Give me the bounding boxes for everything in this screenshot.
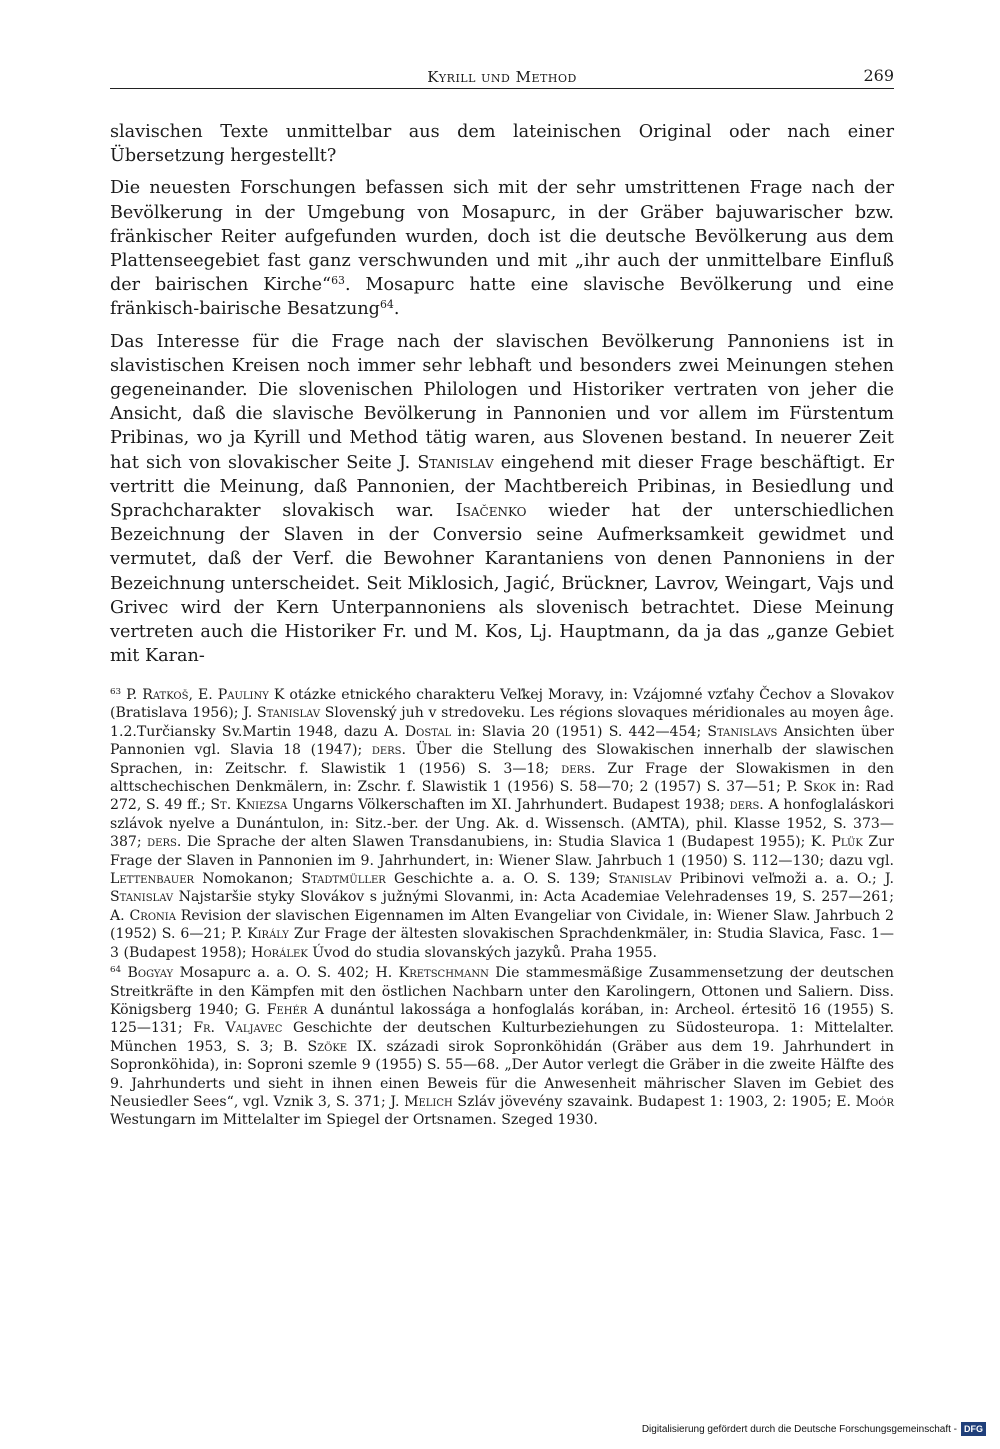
- footnote-text: Geschichte der deutschen Kulturbeziehungen zu Südosteuropa. 1: Mittelalter. München 1953, S. 3; B.: [110, 1020, 894, 1055]
- dfg-logo[interactable]: DFG: [961, 1422, 986, 1436]
- footnote-text: in: Slavia 20 (1951) S. 442—454;: [457, 723, 702, 740]
- author-name: Stanislav: [608, 871, 672, 888]
- author-name: Skok: [803, 779, 836, 796]
- footnote-text: Ungarns Völkerschaften im XI. Jahrhundert. Budapest 1938;: [292, 797, 725, 814]
- footnote-text: Slovenský juh v stredoveku. Les régions slovaques méridionales au moyen âge. 1.2.Turčiansky Sv.Martin 1948, dazu A.: [110, 705, 894, 740]
- footnote-text: Najstaršie styky Slovákov s južnými Slovanmi, in: Acta Academiae Velehradenses 19, S. 257—261; A.: [110, 889, 894, 924]
- author-name: Dostal: [404, 723, 452, 740]
- author-name: Bogyay: [127, 965, 174, 982]
- author-name: Cronia: [129, 907, 176, 924]
- author-name: Pauliny: [217, 687, 269, 703]
- footnote-ref-63[interactable]: 63: [331, 274, 345, 288]
- footnote-63: [110, 686, 894, 962]
- footnote-text: Revision der slavischen Eigennamen im Alten Evangeliar von Cividale, in: Wiener Slaw. Jahrbuch 2 (1952) S. 6—21; P.: [110, 907, 895, 943]
- paragraph-2-text-3: .: [393, 299, 400, 320]
- funding-note: Digitalisierung gefördert durch die Deutsche Forschungsgemeinschaft -: [641, 1423, 957, 1435]
- paragraph-2: [110, 176, 894, 321]
- author-name: Stanislav: [256, 705, 321, 722]
- author-name: Moór: [855, 1093, 895, 1110]
- footnote-text: Zur Frage der Slowakismen in den alttschechischen Denkmälern, in: Zschr. f. Slawistik 1 (1956) S. 58—70; 2 (1957) S. 37—51; P.: [110, 760, 894, 796]
- author-name: Isačenko: [455, 501, 527, 522]
- footnote-text: Die stammesmäßige Zusammensetzung der deutschen Streitkräfte in den Kämpfen mit den östlichen Nachbarn unter den Karolingern, Ottonen und Saliern. Diss. Königsberg 1940; G.: [110, 965, 895, 1018]
- author-name: Lettenbauer: [110, 871, 195, 888]
- author-name: Fehér: [266, 1001, 308, 1018]
- footnote-text: Pribinovi veľmoži a. a. O.; J.: [679, 871, 894, 888]
- author-name: Stadtmüller: [301, 871, 386, 888]
- author-name: Stanislav: [110, 889, 174, 906]
- footnote-text: Mosapurc a. a. O. S. 402; H.: [179, 965, 393, 982]
- footnote-number: 64: [110, 965, 122, 976]
- footnote-text: Die Sprache der alten Slawen Transdanubiens, in: Studia Slavica 1 (Budapest 1955); K.: [186, 834, 826, 851]
- footnote-text: in: Rad 272, S. 49 ff.;: [110, 779, 895, 814]
- paragraph-3-text-1: Das Interesse für die Frage nach der slavischen Bevölkerung Pannoniens ist in slavistischen Kreisen noch immer sehr lebhaft und besonders zwei Meinungen stehen gegeneinander. Die slovenischen Philologen und Historiker vertraten von jeher die Ansicht, daß die slavische Bevölkerung in Pannonien und vor allem im Fürstentum Pribinas, wo ja Kyrill und Method tätig waren, aus Slovenen bestand. In neuerer Zeit hat sich von slovakischer Seite J.: [110, 331, 894, 473]
- footnote-text: Úvod do studia slovanských jazyků. Praha 1955.: [312, 944, 658, 961]
- author-name: Melich: [404, 1093, 453, 1110]
- running-title: Kyrill und Method: [427, 68, 577, 86]
- author-name: Kretschmann: [398, 965, 489, 982]
- main-text: [110, 120, 894, 676]
- footnote-text: Szláv jövevény szavaink. Budapest 1: 1903, 2: 1905; E.: [457, 1093, 852, 1110]
- footnote-text: A dunántul lakossága a honfoglalás korában, in: Archeol. értesitö 16 (1955) S. 125—131;: [110, 1001, 894, 1037]
- author-name: ders.: [371, 742, 406, 759]
- footnote-text: Zur Frage der ältesten slovakischen Sprachdenkmäler, in: Studia Slavica, Fasc. 1—3 (Budapest 1958);: [110, 926, 895, 961]
- author-name: Fr. Valjavec: [193, 1020, 283, 1037]
- author-name: ders.: [147, 834, 182, 851]
- paragraph-1-text: slavischen Texte unmittelbar aus dem lateinischen Original oder nach einer Übersetzung hergestellt?: [110, 122, 894, 167]
- author-name: Ratkoš: [142, 687, 189, 703]
- paragraph-3: [110, 330, 894, 669]
- author-name: Plük: [831, 834, 863, 851]
- paragraph-3-text-3: wieder hat der unterschiedlichen Bezeichnung der Slaven in der Conversio seine Aufmerksamkeit gewidmet und vermutet, daß der Verf. die Bewohner Karantaniens von denen Pannoniens in der Bezeichnung unterscheidet. Seit Miklosich, Jagić, Brückner, Lavrov, Weingart, Vajs und Grivec wird der Kern Unterpannoniens als slovenisch betrachtet. Diese Meinung vertreten auch die Historiker Fr. und M. Kos, Lj. Hauptmann, da ja das „ganze Gebiet mit Karan-: [110, 501, 895, 667]
- footnote-text: , E.: [188, 687, 213, 703]
- footnote-ref-64[interactable]: 64: [379, 298, 394, 312]
- paragraph-2-text-1: Die neuesten Forschungen befassen sich mit der sehr umstrittenen Frage nach der Bevölkerung in der Umgebung von Mosapurc, in der Gräber bajuwarischer bzw. fränkischer Reiter aufgefunden wurden, doch ist die deutsche Bevölkerung aus dem Plattenseegebiet fast ganz verschwunden und mit „ihr auch der unmittelbare Einfluß der bairischen Kirche“: [110, 178, 894, 296]
- footnote-text: Über die Stellung des Slowakischen innerhalb der slawischen Sprachen, in: Zeitschr. f. Slawistik 1 (1956) S. 3—18;: [110, 742, 894, 777]
- paragraph-3-text-2: eingehend mit dieser Frage beschäftigt. Er vertritt die Meinung, daß Pannonien, der Machtbereich Pribinas, in Besiedlung und Sprachcharakter slovakisch war.: [110, 452, 894, 522]
- page-number: 269: [863, 66, 894, 85]
- footnote-64: [110, 964, 894, 1130]
- footnote-text: Zur Frage der Slaven in Pannonien im 9. Jahrhundert, in: Wiener Slaw. Jahrbuch 1 (1950) S. 112—130; dazu vgl.: [110, 834, 895, 869]
- paragraph-2-text-2: . Mosapurc hatte eine slavische Bevölkerung und eine fränkisch-bairische Besatzung: [110, 275, 895, 320]
- footnote-text: Ansichten über Pannonien vgl. Slavia 18 (1947);: [110, 723, 895, 759]
- digitization-footer: [642, 1421, 986, 1437]
- author-name: Szöke: [307, 1038, 348, 1055]
- footnote-text: A honfoglaláskori szlávok nyelve a Dunántulon, in: Sitz.-ber. der Ung. Ak. d. Wissensch. (AMTA), phil. Klasse 1952, S. 373—387;: [110, 797, 894, 851]
- author-name: ders.: [729, 797, 764, 814]
- running-header: [110, 66, 894, 89]
- footnotes: [110, 686, 894, 1132]
- author-name: Stanislavs: [707, 723, 778, 740]
- footnote-text: K otázke etnického charakteru Veľkej Moravy, in: Vzájomné vzťahy Čechov a Slovakov (Bratislava 1956); J.: [110, 687, 895, 722]
- author-name: Horálek: [251, 944, 308, 961]
- author-name: St. Kniezsa: [210, 797, 288, 814]
- paragraph-1: [110, 120, 894, 168]
- author-name: Király: [247, 926, 289, 943]
- footnote-text: IX. századi sirok Sopronköhidán (Gräber aus dem 19. Jahrhundert in Sopronköhida), in: Soproni szemle 9 (1955) S. 55—68. „Der Autor verlegt die Gräber in die zweite Hälfte des 9. Jahrhunderts und sieht in ihnen einen Beweis für die Anwesenheit mährischer Slaven im Gebiet des Neusiedler Sees“, vgl. Vznik 3, S. 371; J.: [110, 1038, 894, 1110]
- footnote-text: Nomokanon;: [202, 871, 294, 888]
- author-name: Stanislav: [417, 452, 494, 473]
- footnote-text: Geschichte a. a. O. S. 139;: [393, 871, 601, 888]
- footnote-number: 63: [110, 687, 122, 698]
- footnote-text: Westungarn im Mittelalter im Spiegel der Ortsnamen. Szeged 1930.: [110, 1112, 598, 1129]
- author-name: ders.: [561, 760, 596, 777]
- footnote-text: P.: [126, 687, 138, 703]
